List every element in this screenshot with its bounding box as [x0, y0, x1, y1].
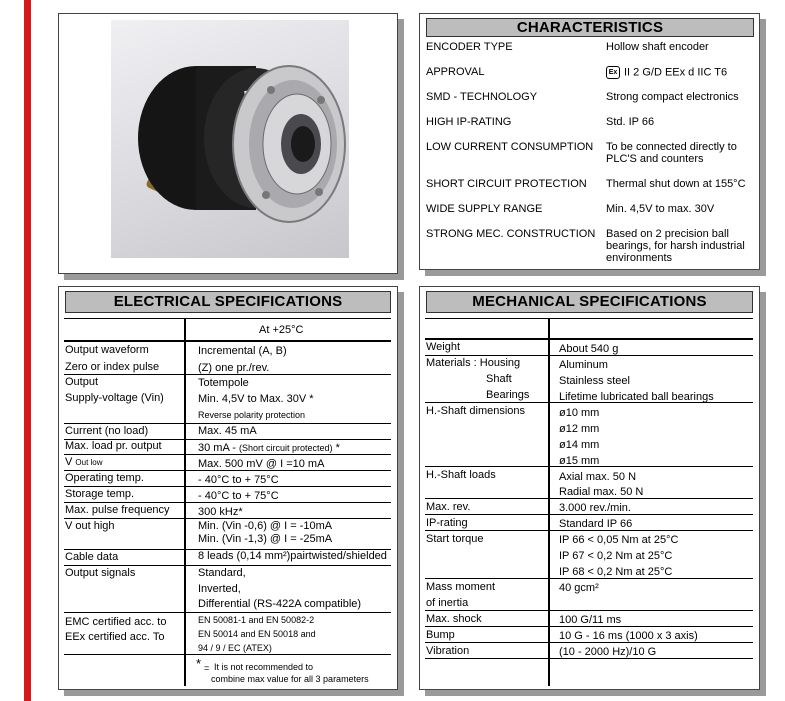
spec-label: Max. pulse frequency	[65, 504, 170, 516]
spec-value: - 40°C to + 75°C	[198, 474, 279, 486]
spec-note: Reverse polarity protection	[198, 410, 306, 420]
spec-label: Storage temp.	[65, 488, 135, 500]
char-label: WIDE SUPPLY RANGE	[426, 203, 543, 215]
divider	[425, 338, 753, 340]
column-divider	[548, 318, 550, 686]
spec-label: Cable data	[65, 551, 119, 563]
electrical-specs-panel	[58, 286, 398, 690]
char-value: To be connected directly to PLC'S and counters	[606, 141, 737, 165]
spec-label: Max. rev.	[426, 501, 471, 513]
product-photo-panel	[58, 13, 398, 274]
spec-label: Operating temp.	[65, 472, 144, 484]
spec-value: 100 G/11 ms	[559, 614, 622, 626]
encoder-image	[111, 20, 349, 258]
divider	[64, 612, 391, 613]
ex-approval-icon: Ex	[606, 66, 620, 79]
spec-value: ø12 mm	[559, 423, 600, 435]
spec-label: Bump	[426, 629, 455, 641]
spec-value: 94 / 9 / EC (ATEX)	[198, 643, 272, 653]
spec-value: EN 50014 and EN 50018 and	[198, 629, 316, 639]
char-label: STRONG MEC. CONSTRUCTION	[426, 228, 596, 240]
footnote-text: combine max value for all 3 parameters	[211, 674, 369, 684]
spec-value: Totempole	[198, 377, 249, 389]
spec-value: Standard,	[198, 567, 246, 579]
spec-label: Materials : Housing	[426, 357, 521, 369]
char-label: LOW CURRENT CONSUMPTION	[426, 141, 594, 153]
spec-label: Weight	[426, 341, 461, 353]
divider	[425, 318, 753, 319]
char-label: APPROVAL	[426, 66, 485, 78]
spec-value: Aluminum	[559, 359, 608, 371]
footnote-text: It is not recommended to	[214, 662, 314, 672]
spec-value: Lifetime lubricated ball bearings	[559, 391, 714, 403]
spec-value: 8 leads (0,14 mm²)pairtwisted/shielded	[198, 550, 387, 562]
spec-value: ø10 mm	[559, 407, 600, 419]
spec-label: Output signals	[65, 567, 136, 579]
spec-label: Mass moment	[426, 581, 496, 593]
spec-label: Shaft	[486, 373, 512, 385]
spec-label: Vibration	[426, 645, 470, 657]
spec-value: (10 - 2000 Hz)/10 G	[559, 646, 657, 658]
spec-value: Min. (Vin -0,6) @ I = -10mA	[198, 520, 333, 532]
spec-label: Zero or index pulse	[65, 361, 160, 373]
spec-value: - 40°C to + 75°C	[198, 490, 279, 502]
red-margin-bar	[24, 0, 31, 701]
spec-value: 3.000 rev./min.	[559, 502, 631, 514]
spec-value: Min. 4,5V to Max. 30V	[198, 393, 307, 405]
spec-value: EN 50081-1 and EN 50082-2	[198, 615, 315, 625]
spec-value: (Z) one pr./rev.	[198, 362, 270, 374]
spec-label: H.-Shaft loads	[426, 469, 496, 481]
spec-value: Max. 45 mA	[198, 425, 257, 437]
spec-value: 40 gcm²	[559, 582, 599, 594]
spec-value: Incremental (A, B)	[198, 345, 287, 357]
spec-value: IP 68 < 0,2 Nm at 25°C	[559, 566, 673, 578]
spec-label: Current (no load)	[65, 425, 149, 437]
spec-value: Axial max. 50 N	[559, 471, 637, 483]
spec-label: Max. load pr. output	[65, 440, 162, 452]
spec-value: Max. 500 mV @ I =10 mA	[198, 458, 325, 470]
divider	[64, 318, 391, 319]
spec-value: ø15 mm	[559, 455, 600, 467]
char-value: II 2 G/D EEx d IIC T6	[624, 66, 728, 79]
spec-label: IP-rating	[426, 517, 468, 529]
spec-label: Start torque	[426, 533, 484, 545]
spec-label: EEx certified acc. To	[65, 631, 165, 643]
spec-value: 300 kHz*	[198, 506, 243, 518]
footnote-equals: =	[204, 663, 210, 673]
char-value: Hollow shaft encoder	[606, 41, 709, 53]
encoder-photo	[111, 20, 349, 258]
electrical-title: ELECTRICAL SPECIFICATIONS	[65, 291, 391, 313]
spec-label: V	[65, 456, 73, 468]
divider	[64, 340, 391, 342]
footnote-star: *	[196, 656, 202, 671]
spec-label-subscript: Out low	[75, 458, 103, 467]
spec-label: H.-Shaft dimensions	[426, 405, 526, 417]
spec-note: (Short circuit protected)	[238, 443, 333, 453]
char-value: Std. IP 66	[606, 116, 655, 128]
spec-value: Min. (Vin -1,3) @ I = -25mA	[198, 533, 333, 545]
char-label: SMD - TECHNOLOGY	[426, 91, 538, 103]
spec-label: Supply-voltage (Vin)	[65, 392, 164, 404]
spec-value: IP 67 < 0,2 Nm at 25°C	[559, 550, 673, 562]
spec-value: ø14 mm	[559, 439, 600, 451]
spec-label: Output	[65, 376, 99, 388]
divider	[64, 565, 391, 566]
condition-label: At +25°C	[259, 324, 304, 336]
footnote-mark: *	[335, 442, 340, 454]
spec-label: Output waveform	[65, 344, 149, 356]
spec-value: Inverted,	[198, 583, 241, 595]
char-label: HIGH IP-RATING	[426, 116, 512, 128]
char-value: Strong compact electronics	[606, 91, 739, 103]
characteristics-panel	[419, 13, 760, 270]
char-value: Thermal shut down at 155°C	[606, 178, 746, 190]
char-label: SHORT CIRCUIT PROTECTION	[426, 178, 587, 190]
spec-label: EMC certified acc. to	[65, 616, 167, 628]
char-label: ENCODER TYPE	[426, 41, 513, 53]
char-value: Min. 4,5V to max. 30V	[606, 203, 715, 215]
spec-value: 30 mA -	[198, 442, 236, 454]
spec-value: Stainless steel	[559, 375, 630, 387]
mechanical-specs-panel	[419, 286, 760, 690]
spec-label: Bearings	[486, 389, 530, 401]
characteristics-title: CHARACTERISTICS	[426, 18, 754, 37]
spec-label: Max. shock	[426, 613, 482, 625]
footnote-mark: *	[309, 393, 314, 405]
divider	[64, 423, 391, 424]
spec-label: of inertia	[426, 597, 469, 609]
spec-value: Radial max. 50 N	[559, 486, 644, 498]
divider	[425, 610, 753, 611]
spec-value: IP 66 < 0,05 Nm at 25°C	[559, 534, 679, 546]
spec-value: About 540 g	[559, 343, 619, 355]
mechanical-title: MECHANICAL SPECIFICATIONS	[426, 291, 753, 313]
spec-value: Differential (RS-422A compatible)	[198, 598, 362, 610]
spec-label: V out high	[65, 520, 115, 532]
spec-value: 10 G - 16 ms (1000 x 3 axis)	[559, 630, 698, 642]
char-value: Based on 2 precision ball bearings, for harsh industrial environments	[606, 228, 745, 264]
spec-value: Standard IP 66	[559, 518, 633, 530]
